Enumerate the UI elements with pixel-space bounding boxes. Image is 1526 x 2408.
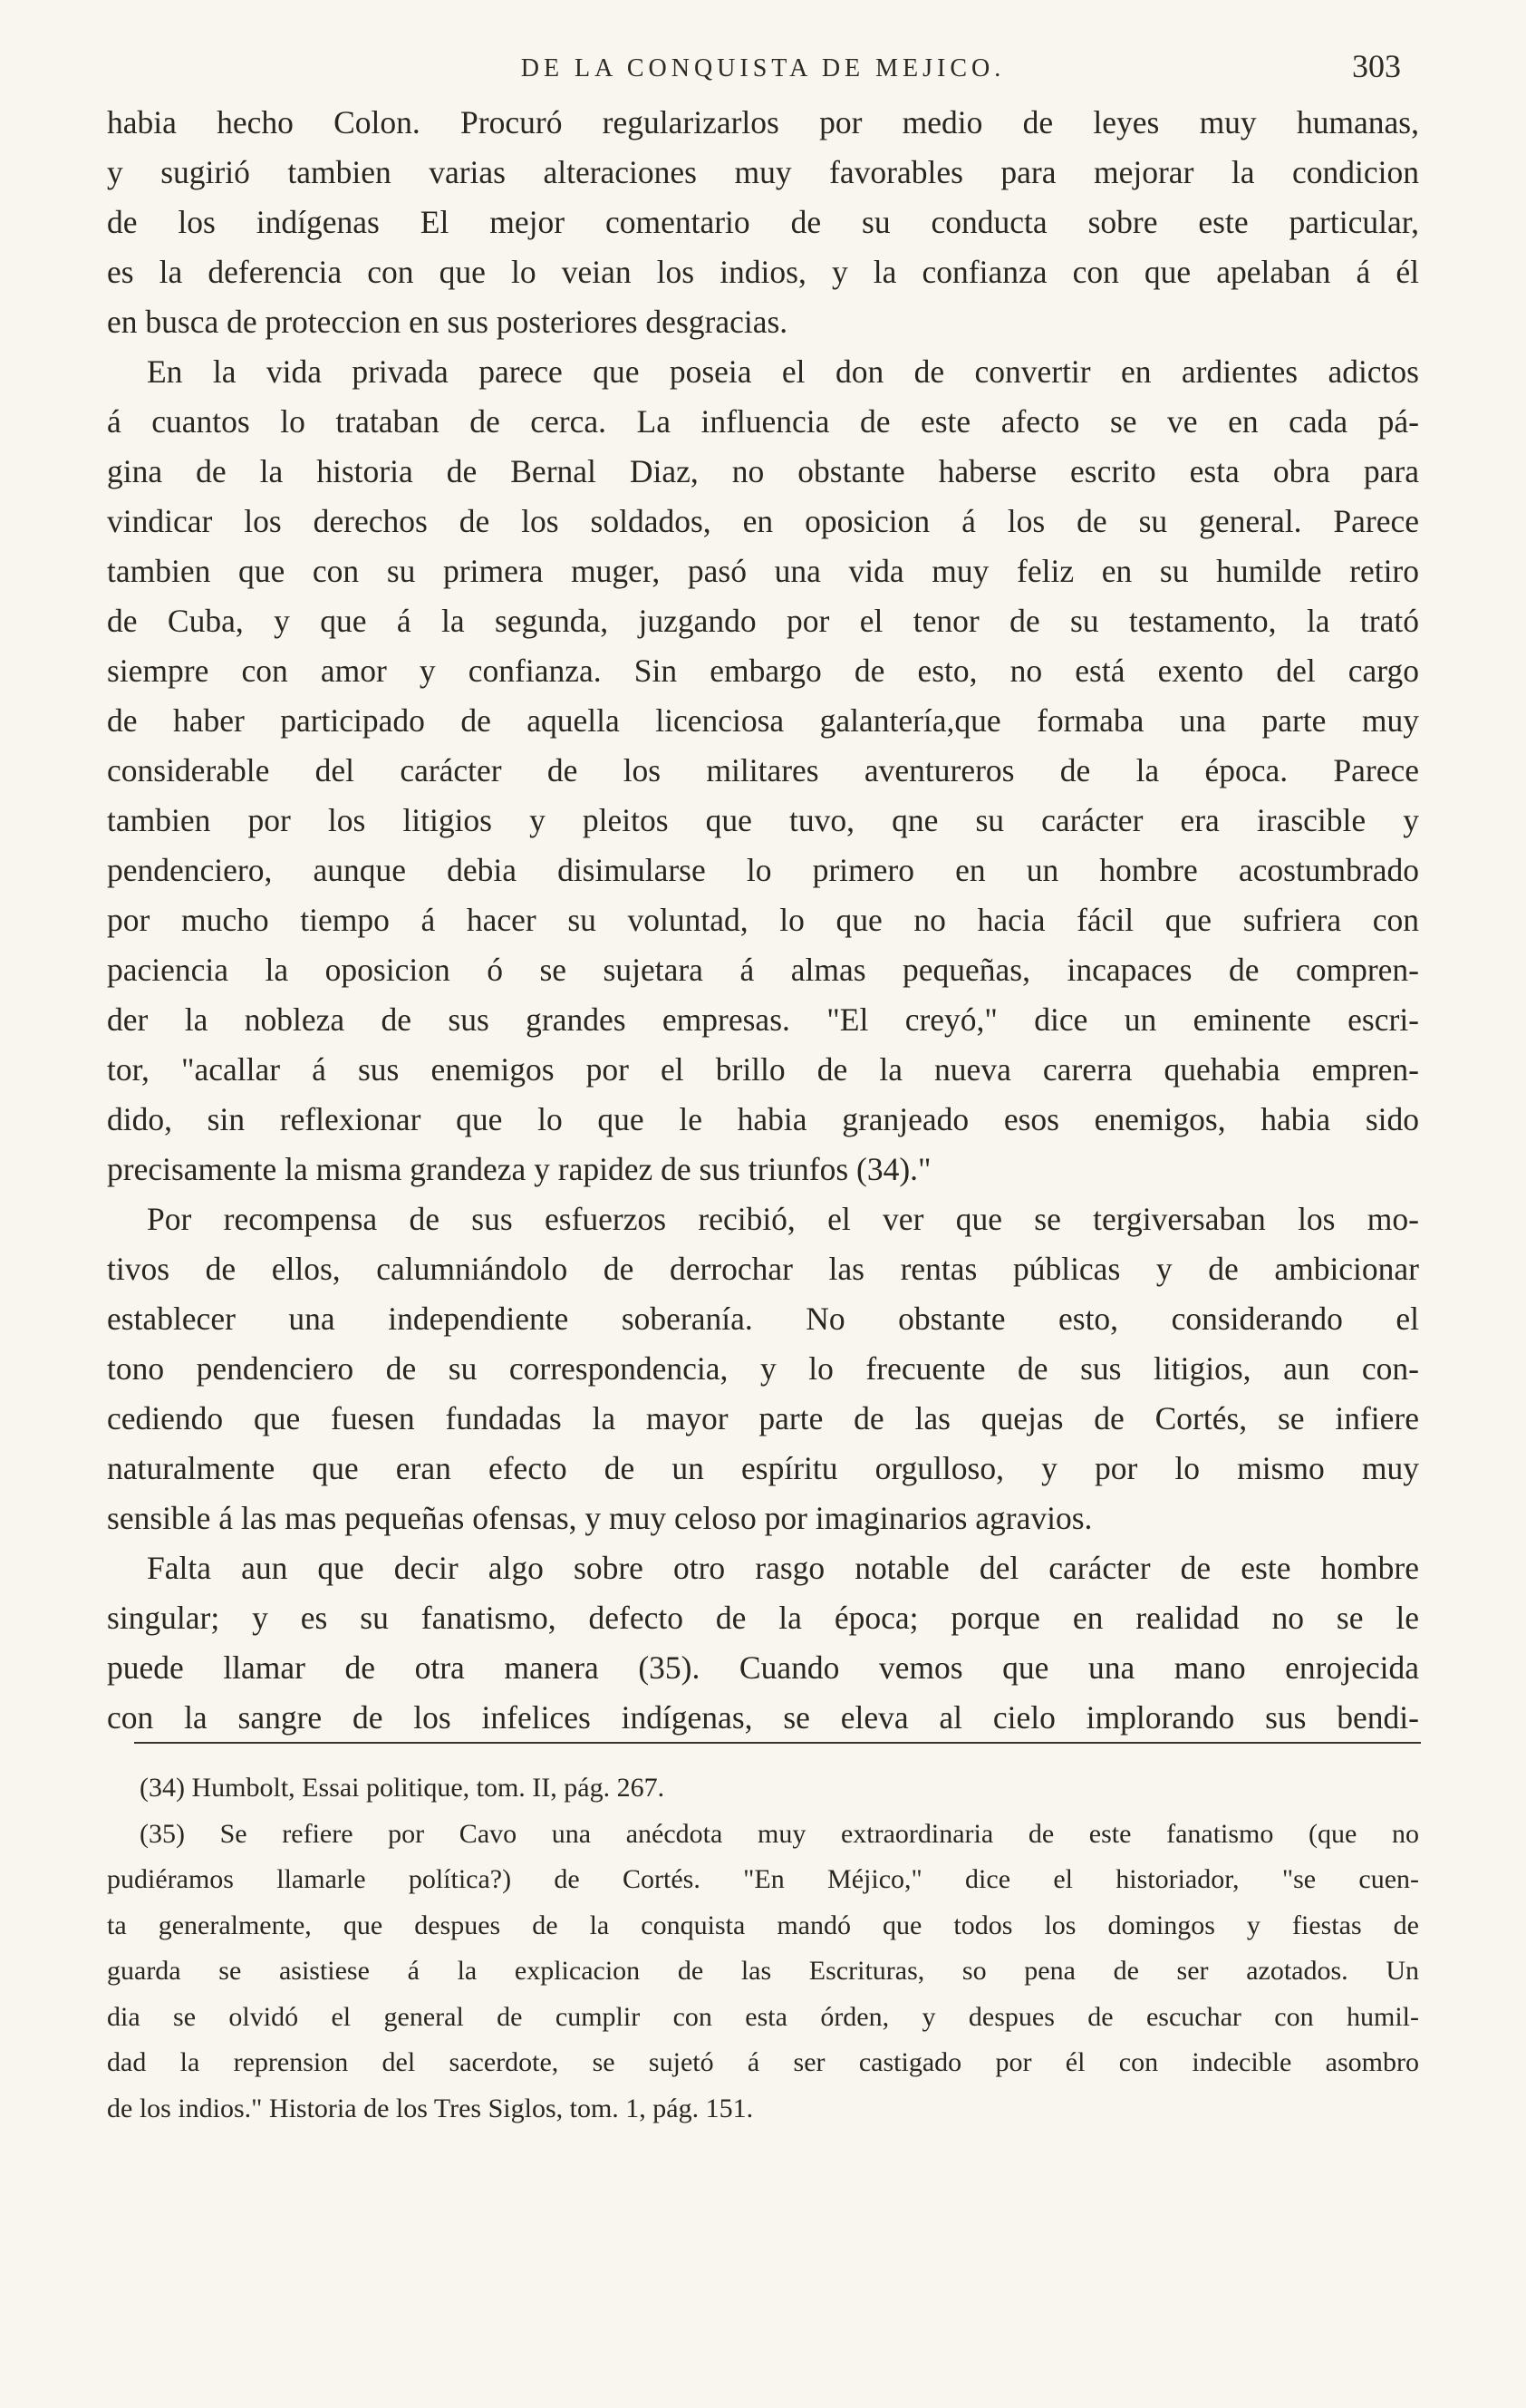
text-line: y sugirió tambien varias alteraciones muy favorables para mejorar la condicion (107, 154, 1419, 190)
text-line: Por recompensa de sus esfuerzos recibió, el ver que se tergiversaban los mo- (147, 1201, 1419, 1237)
footnote-line: de los indios." Historia de los Tres Siglos, tom. 1, pág. 151. (107, 2093, 754, 2123)
footnote-divider (134, 1742, 1421, 1744)
footnote-line: (34) Humbolt, Essai politique, tom. II, pág. 267. (140, 1773, 665, 1803)
text-line: siempre con amor y confianza. Sin embargo de esto, no está exento del cargo (107, 653, 1419, 689)
text-line: establecer una independiente soberanía. No obstante esto, considerando el (107, 1301, 1419, 1337)
footnote-line: dad la reprension del sacerdote, se sujetó á ser castigado por él con indecible asombro (107, 2047, 1419, 2077)
text-line: der la nobleza de sus grandes empresas. "El creyó," dice un eminente escri- (107, 1001, 1419, 1038)
text-line: tor, "acallar á sus enemigos por el brillo de la nueva carerra quehabia empren- (107, 1051, 1419, 1088)
text-line: sensible á las mas pequeñas ofensas, y muy celoso por imaginarios agravios. (107, 1500, 1093, 1536)
text-line: naturalmente que eran efecto de un espíritu orgulloso, y por lo mismo muy (107, 1450, 1419, 1486)
text-line: dido, sin reflexionar que lo que le habia granjeado esos enemigos, habia sido (107, 1101, 1419, 1137)
text-line: tambien por los litigios y pleitos que tuvo, qne su carácter era irascible y (107, 802, 1419, 838)
running-header (107, 47, 1419, 102)
text-line: Falta aun que decir algo sobre otro rasgo notable del carácter de este hombre (147, 1550, 1419, 1586)
main-text (107, 98, 1419, 1743)
text-line: singular; y es su fanatismo, defecto de la época; porque en realidad no se le (107, 1600, 1419, 1636)
text-line: pendenciero, aunque debia disimularse lo primero en un hombre acostumbrado (107, 852, 1419, 888)
footnote-line: ta generalmente, que despues de la conquista mandó que todos los domingos y fiestas de (107, 1910, 1419, 1940)
text-line: paciencia la oposicion ó se sujetara á almas pequeñas, incapaces de compren- (107, 952, 1419, 988)
footnote-line: pudiéramos llamarle política?) de Cortés. "En Méjico," dice el historiador, "se cuen- (107, 1864, 1419, 1894)
footnote-line: guarda se asistiese á la explicacion de las Escrituras, so pena de ser azotados. Un (107, 1956, 1419, 1986)
text-line: En la vida privada parece que poseia el don de convertir en ardientes adictos (147, 353, 1419, 390)
text-line: por mucho tiempo á hacer su voluntad, lo que no hacia fácil que sufriera con (107, 902, 1419, 938)
text-line: de Cuba, y que á la segunda, juzgando por el tenor de su testamento, la trató (107, 603, 1419, 639)
text-line: cediendo que fuesen fundadas la mayor parte de las quejas de Cortés, se infiere (107, 1400, 1419, 1436)
text-line: es la deferencia con que lo veian los indios, y la confianza con que apelaban á él (107, 254, 1419, 290)
text-line: en busca de proteccion en sus posteriores desgracias. (107, 304, 788, 340)
text-line: con la sangre de los infelices indígenas, se eleva al cielo implorando sus bendi- (107, 1699, 1419, 1736)
text-line: vindicar los derechos de los soldados, en oposicion á los de su general. Parece (107, 503, 1419, 539)
text-line: de haber participado de aquella licenciosa galantería,que formaba una parte muy (107, 702, 1419, 739)
footnote-line: (35) Se refiere por Cavo una anécdota muy extraordinaria de este fanatismo (que no (140, 1818, 1419, 1849)
text-line: de los indígenas El mejor comentario de su conducta sobre este particular, (107, 204, 1419, 240)
page-number: 303 (1352, 48, 1401, 84)
text-line: tivos de ellos, calumniándolo de derrochar las rentas públicas y de ambicionar (107, 1251, 1419, 1287)
text-line: precisamente la misma grandeza y rapidez de sus triunfos (34)." (107, 1151, 932, 1187)
text-line: puede llamar de otra manera (35). Cuando vemos que una mano enrojecida (107, 1649, 1419, 1686)
text-line: tambien que con su primera muger, pasó una vida muy feliz en su humilde retiro (107, 553, 1419, 589)
footnote-line: dia se olvidó el general de cumplir con esta órden, y despues de escuchar con humil- (107, 2001, 1419, 2032)
text-line: á cuantos lo trataban de cerca. La influencia de este afecto se ve en cada pá- (107, 403, 1419, 440)
footnotes (107, 1765, 1419, 2132)
text-line: habia hecho Colon. Procuró regularizarlos por medio de leyes muy humanas, (107, 104, 1419, 140)
text-line: gina de la historia de Bernal Diaz, no obstante haberse escrito esta obra para (107, 453, 1419, 489)
text-line: tono pendenciero de su correspondencia, y lo frecuente de sus litigios, aun con- (107, 1350, 1419, 1387)
running-title: DE LA CONQUISTA DE MEJICO. (520, 54, 1006, 82)
text-line: considerable del carácter de los militares aventureros de la época. Parece (107, 752, 1419, 788)
